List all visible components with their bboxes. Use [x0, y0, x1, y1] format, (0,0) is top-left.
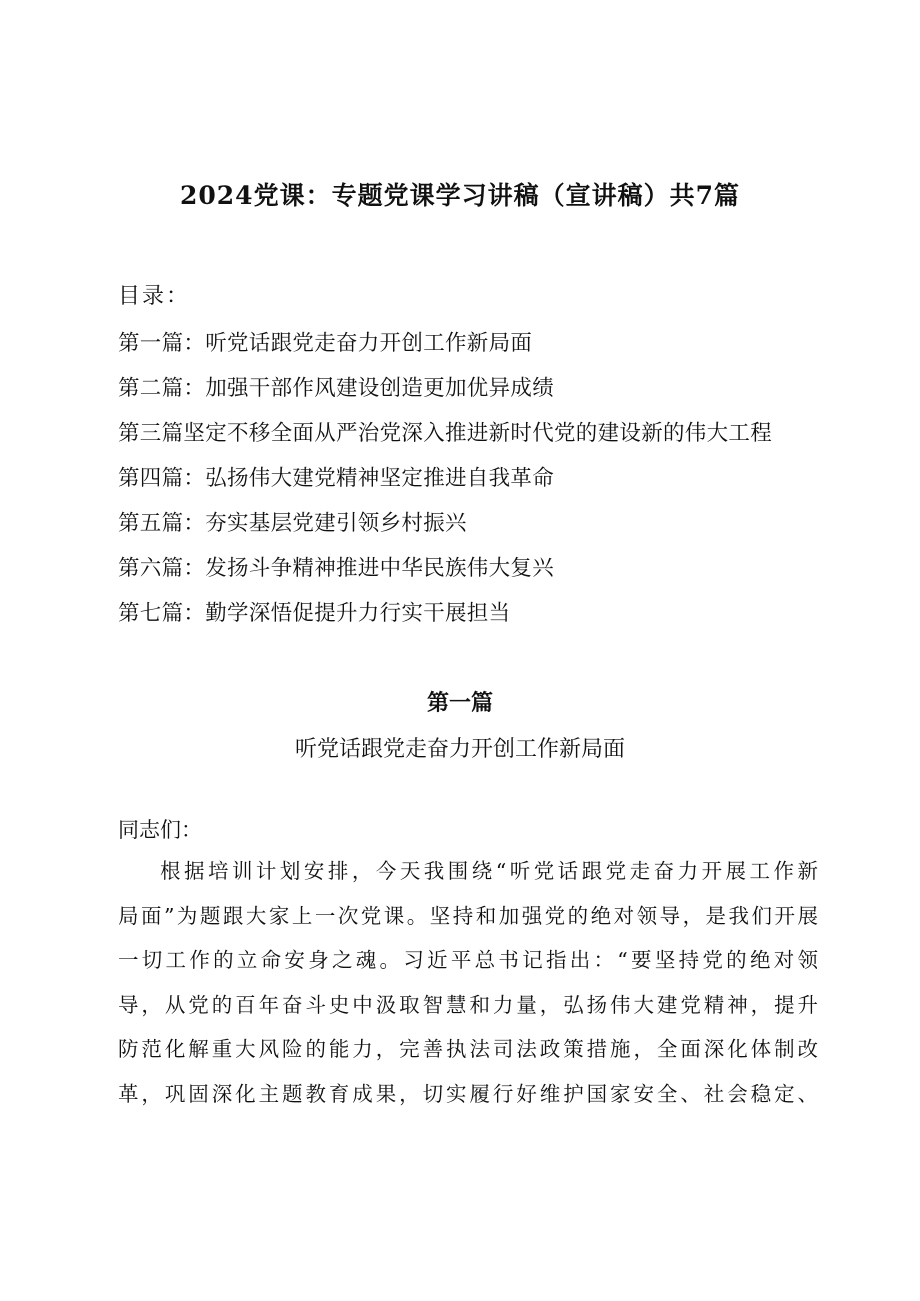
- body-paragraph: [118, 851, 818, 1119]
- section-label: 第一篇: [426, 691, 493, 716]
- body-line: 根据培训计划安排，今天我围绕“听党话跟党走奋力开展工作新: [160, 859, 818, 883]
- toc-item-5: 第五篇：夯实基层党建引领乡村振兴: [118, 511, 467, 536]
- body-line: 防范化解重大风险的能力，完善执法司法政策措施，全面深化体制改: [118, 1037, 818, 1062]
- toc-item-3: 第三篇坚定不移全面从严治党深入推进新时代党的建设新的伟大工程: [118, 421, 773, 446]
- body-line: 一切工作的立命安身之魂。习近平总书记指出：“要坚持党的绝对领: [118, 948, 818, 973]
- toc-item-6: 第六篇：发扬斗争精神推进中华民族伟大复兴: [118, 556, 555, 581]
- section-title: 听党话跟党走奋力开创工作新局面: [294, 737, 625, 762]
- toc-item-4: 第四篇：弘扬伟大建党精神坚定推进自我革命: [118, 466, 555, 491]
- body-line: 局面”为题跟大家上一次党课。坚持和加强党的绝对领导，是我们开展: [118, 903, 818, 928]
- document-title: 2024党课：专题党课学习讲稿（宣讲稿）共7篇: [180, 181, 740, 210]
- salutation: 同志们：: [118, 818, 202, 842]
- body-line: 导，从党的百年奋斗史中汲取智慧和力量，弘扬伟大建党精神，提升: [118, 992, 818, 1017]
- body-line: 革，巩固深化主题教育成果，切实履行好维护国家安全、社会稳定、: [118, 1081, 818, 1106]
- toc-item-2: 第二篇：加强干部作风建设创造更加优异成绩: [118, 376, 555, 401]
- table-of-contents: [118, 326, 858, 641]
- toc-item-7: 第七篇：勤学深悟促提升力行实干展担当: [118, 601, 511, 626]
- toc-item-1: 第一篇：听党话跟党走奋力开创工作新局面: [118, 331, 533, 356]
- toc-heading: 目录：: [118, 284, 191, 309]
